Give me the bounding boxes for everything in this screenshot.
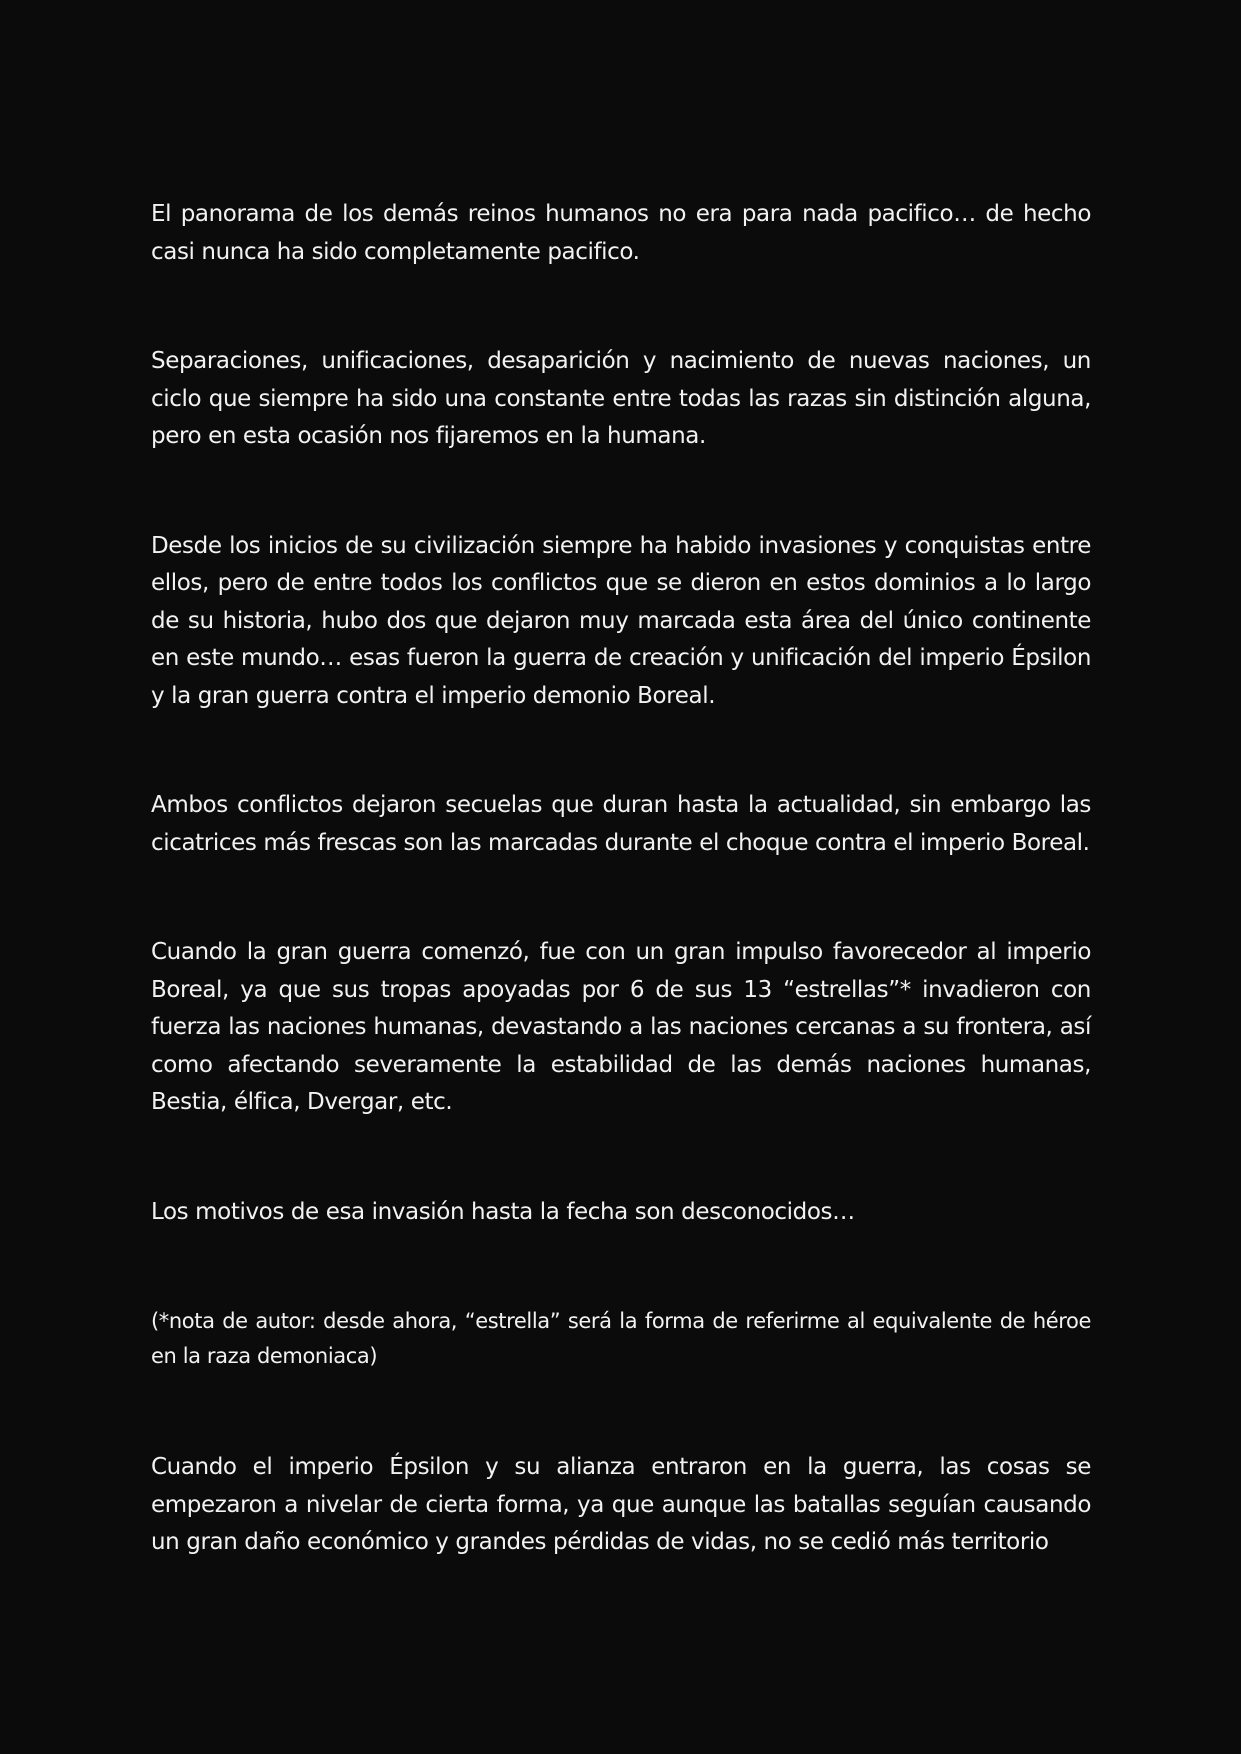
document-page (151, 196, 1091, 1634)
paragraph-3: Desde los inicios de su civilización siempre ha habido invasiones y conquistas entre ellos, pero de entre todos los conflictos que se dieron en estos dominios a lo largo de su historia, hubo dos que dejaron muy marcada esta área del único continente en este mundo… esas fueron la guerra de creación y unificación del imperio Épsilon y la gran guerra contra el imperio demonio Boreal. (151, 532, 1091, 709)
author-note: (*nota de autor: desde ahora, “estrella” será la forma de referirme al equivalente de héroe en la raza demoniaca) (151, 1309, 1091, 1368)
paragraph-2: Separaciones, unificaciones, desaparición y nacimiento de nuevas naciones, un ciclo que siempre ha sido una constante entre todas las razas sin distinción alguna, pero en esta ocasión nos fijaremos en la humana. (151, 348, 1091, 449)
paragraph-4: Ambos conflictos dejaron secuelas que duran hasta la actualidad, sin embargo las cicatrices más frescas son las marcadas durante el choque contra el imperio Boreal. (151, 792, 1091, 856)
paragraph-1: El panorama de los demás reinos humanos no era para nada pacifico… de hecho casi nunca ha sido completamente pacifico. (151, 201, 1091, 265)
paragraph-8: Cuando el imperio Épsilon y su alianza entraron en la guerra, las cosas se empezaron a nivelar de cierta forma, ya que aunque las batallas seguían causando un gran daño económico y grandes pérdidas de vidas, no se cedió más territorio (151, 1454, 1091, 1555)
paragraph-5: Cuando la gran guerra comenzó, fue con un gran impulso favorecedor al imperio Boreal, ya que sus tropas apoyadas por 6 de sus 13 “estrellas”* invadieron con fuerza las naciones humanas, devastando a las naciones cercanas a su frontera, así como afectando severamente la estabilidad de las demás naciones humanas, Bestia, élfica, Dvergar, etc. (151, 939, 1091, 1115)
paragraph-6: Los motivos de esa invasión hasta la fecha son desconocidos… (151, 1198, 855, 1225)
